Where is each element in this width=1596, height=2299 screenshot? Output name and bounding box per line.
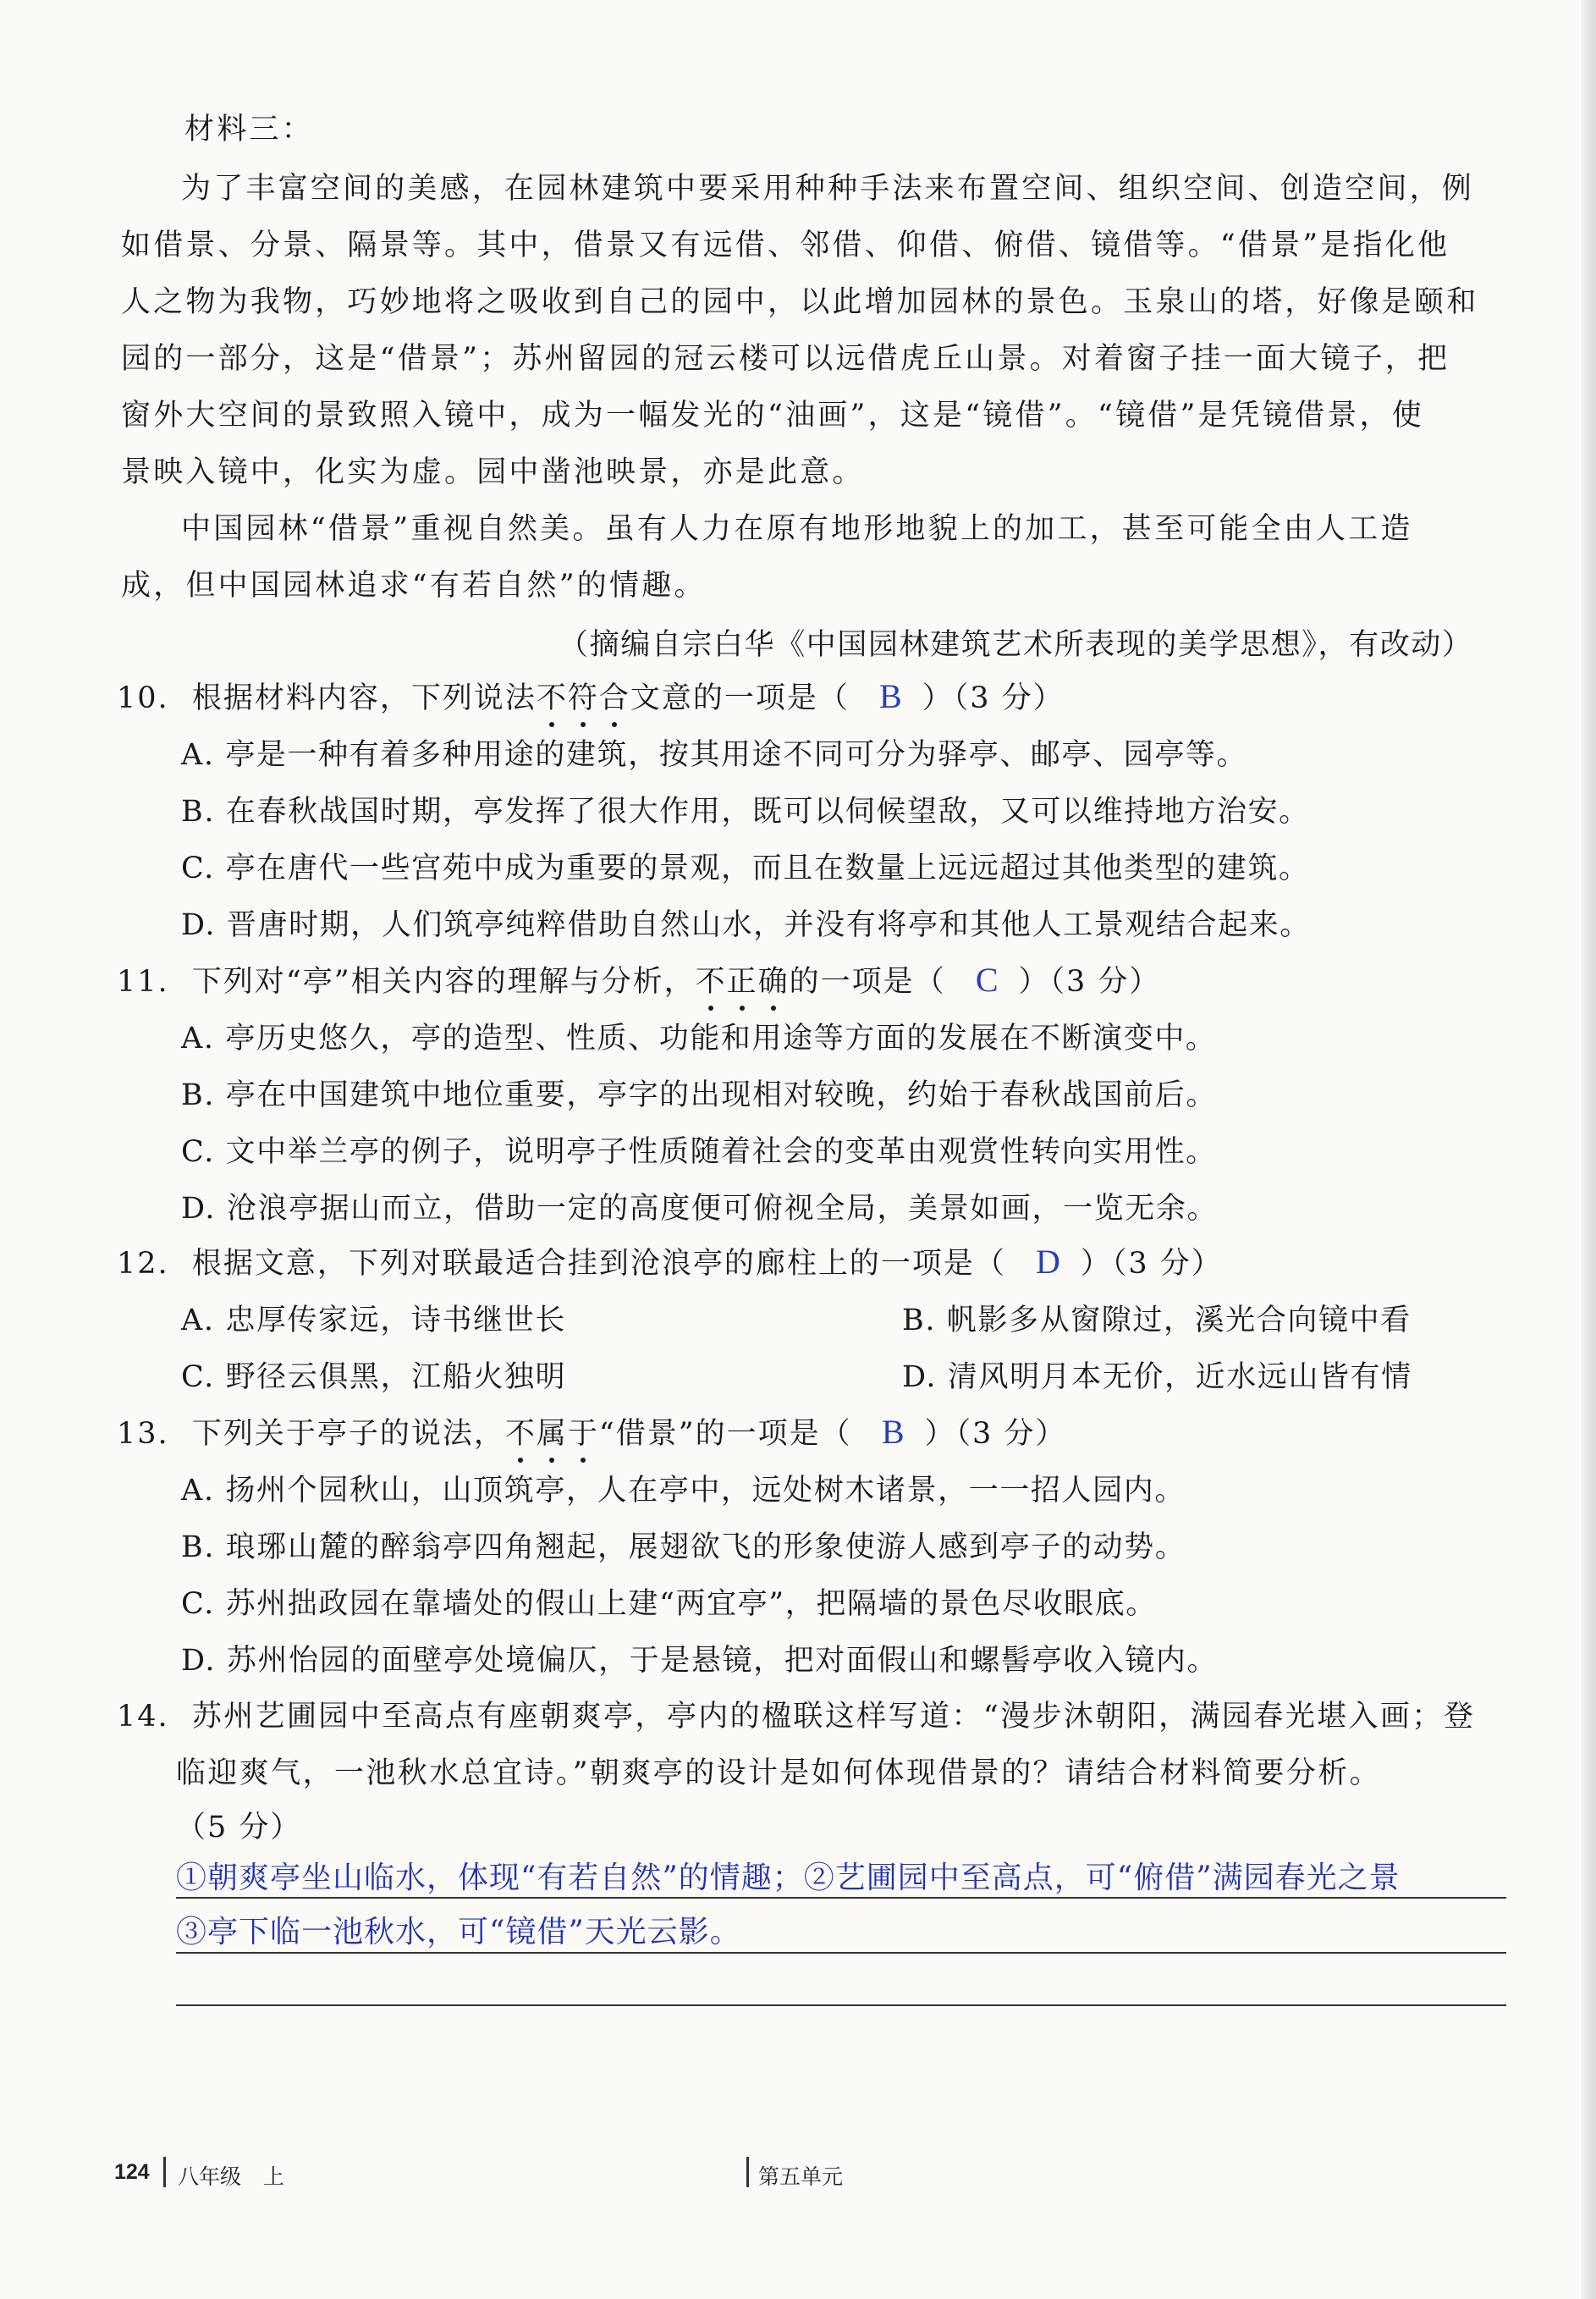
q10-number: 10. [117, 681, 169, 715]
answer-rule-2 [176, 1952, 1506, 1954]
q14-stem-line2: 临迎爽气，一池秋水总宜诗。”朝爽亭的设计是如何体现借景的？请结合材料简要分析。 [176, 1756, 1381, 1790]
q10-emph-1: 不 [537, 675, 568, 717]
page-number: 124 [114, 2160, 150, 2184]
material-p2-line1: 中国园林“借景”重视自然美。虽有人力在原有地形地貌上的加工，甚至可能全由人工造 [181, 512, 1413, 546]
q13-emph-3: 于 [568, 1410, 599, 1453]
q10-stem: 10. 根据材料内容，下列说法不符合文意的一项是（ B ）（3 分） [117, 675, 1065, 717]
q10-emph-2: 符 [568, 675, 599, 717]
q10-option-a: A. 亭是一种有着多种用途的建筑，按其用途不同可分为驿亭、邮亭、园亭等。 [181, 738, 1248, 772]
q12-number: 12. [117, 1247, 169, 1281]
q11-emph-1: 不 [696, 958, 727, 1001]
q13-answer: B [881, 1413, 906, 1451]
q13-option-a: A. 扬州个园秋山，山顶筑亭，人在亭中，远处树木诸景，一一招人园内。 [181, 1474, 1186, 1508]
footer-grade: 八年级 上 [178, 2165, 285, 2189]
q13-option-d: D. 苏州怡园的面壁亭处境偏仄，于是悬镜，把对面假山和螺髻亭收入镜内。 [181, 1644, 1219, 1678]
q10-answer: B [879, 677, 904, 715]
footer-divider-left [163, 2157, 166, 2187]
q14-number: 14. [117, 1700, 169, 1734]
q14-score: （5 分） [176, 1811, 302, 1844]
q11-option-a: A. 亭历史悠久，亭的造型、性质、功能和用途等方面的发展在不断演变中。 [181, 1022, 1217, 1056]
q14-answer-line1: ①朝爽亭坐山临水，体现“有若自然”的情趣；②艺圃园中至高点，可“俯借”满园春光之景 [176, 1861, 1401, 1895]
q12-option-d: D. 清风明月本无价，近水远山皆有情 [902, 1360, 1412, 1394]
material-p1-line6: 景映入镜中，化实为虚。园中凿池映景，亦是此意。 [121, 455, 865, 489]
q11-stem: 11. 下列对“亭”相关内容的理解与分析，不正确的一项是（ C ）（3 分） [117, 958, 1160, 1001]
material-p2-line2: 成，但中国园林追求“有若自然”的情趣。 [121, 569, 707, 603]
page-edge-shadow [1581, 0, 1596, 2299]
q10-option-d: D. 晋唐时期，人们筑亭纯粹借助自然山水，并没有将亭和其他人工景观结合起来。 [181, 908, 1311, 942]
q14-answer-line2: ③亭下临一池秋水，可“镜借”天光云影。 [176, 1915, 741, 1949]
q13-emph-2: 属 [537, 1410, 568, 1453]
material-source: （摘编自宗白华《中国园林建筑艺术所表现的美学思想》，有改动） [559, 628, 1473, 662]
q12-option-b: B. 帆影多从窗隙过，溪光合向镜中看 [902, 1304, 1412, 1337]
q10-option-b: B. 在春秋战国时期，亭发挥了很大作用，既可以伺候望敌，又可以维持地方治安。 [181, 795, 1310, 829]
material-p1-line3: 人之物为我物，巧妙地将之吸收到自己的园中，以此增加园林的景色。玉泉山的塔，好像是颐和 [121, 285, 1479, 319]
footer-unit: 第五单元 [758, 2165, 844, 2189]
q12-stem: 12. 根据文意，下列对联最适合挂到沧浪亭的廊柱上的一项是（ D ）（3 分） [117, 1243, 1223, 1281]
q11-option-b: B. 亭在中国建筑中地位重要，亭字的出现相对较晚，约始于春秋战国前后。 [181, 1078, 1217, 1112]
q11-option-c: C. 文中举兰亭的例子，说明亭子性质随着社会的变革由观赏性转向实用性。 [181, 1135, 1217, 1169]
q11-answer: C [975, 961, 1000, 999]
q13-option-b: B. 琅琊山麓的醉翁亭四角翘起，展翅欲飞的形象使游人感到亭子的动势。 [181, 1530, 1186, 1564]
answer-rule-1 [176, 1897, 1506, 1899]
q13-stem: 13. 下列关于亭子的说法，不属于“借景”的一项是（ B ）（3 分） [117, 1410, 1066, 1453]
footer-divider-center [746, 2157, 749, 2187]
q13-number: 13. [117, 1417, 169, 1451]
q13-option-c: C. 苏州拙政园在靠墙处的假山上建“两宜亭”，把隔墙的景色尽收眼底。 [181, 1587, 1157, 1621]
q12-option-a: A. 忠厚传家远，诗书继世长 [181, 1304, 566, 1337]
material-p1-line5: 窗外大空间的景致照入镜中，成为一幅发光的“油画”，这是“镜借”。“镜借”是凭镜借景，使 [121, 399, 1424, 433]
material-p1-line4: 园的一部分，这是“借景”；苏州留园的冠云楼可以远借虎丘山景。对着窗子挂一面大镜子，把 [121, 342, 1450, 376]
q10-option-c: C. 亭在唐代一些宫苑中成为重要的景观，而且在数量上远远超过其他类型的建筑。 [181, 852, 1310, 885]
q11-option-d: D. 沧浪亭据山而立，借助一定的高度便可俯视全局，美景如画，一览无余。 [181, 1192, 1219, 1226]
answer-rule-3 [176, 2004, 1506, 2006]
q12-option-c: C. 野径云俱黑，江船火独明 [181, 1360, 567, 1394]
material-p1-line1: 为了丰富空间的美感，在园林建筑中要采用种种手法来布置空间、组织空间、创造空间，例 [181, 172, 1475, 206]
q11-number: 11. [117, 965, 169, 999]
q11-emph-3: 确 [758, 958, 790, 1001]
material-p1-line2: 如借景、分景、隔景等。其中，借景又有远借、邻借、仰借、俯借、镜借等。“借景”是指化他 [121, 229, 1450, 262]
material-heading: 材料三： [184, 113, 314, 146]
q12-answer: D [1035, 1243, 1062, 1281]
q14-stem-line1: 14. 苏州艺圃园中至高点有座朝爽亭，亭内的楹联这样写道：“漫步沐朝阳，满园春光堪入画；登 [117, 1700, 1476, 1734]
q13-emph-1: 不 [505, 1410, 537, 1453]
q10-emph-3: 合 [599, 675, 630, 717]
q11-emph-2: 正 [727, 958, 758, 1001]
